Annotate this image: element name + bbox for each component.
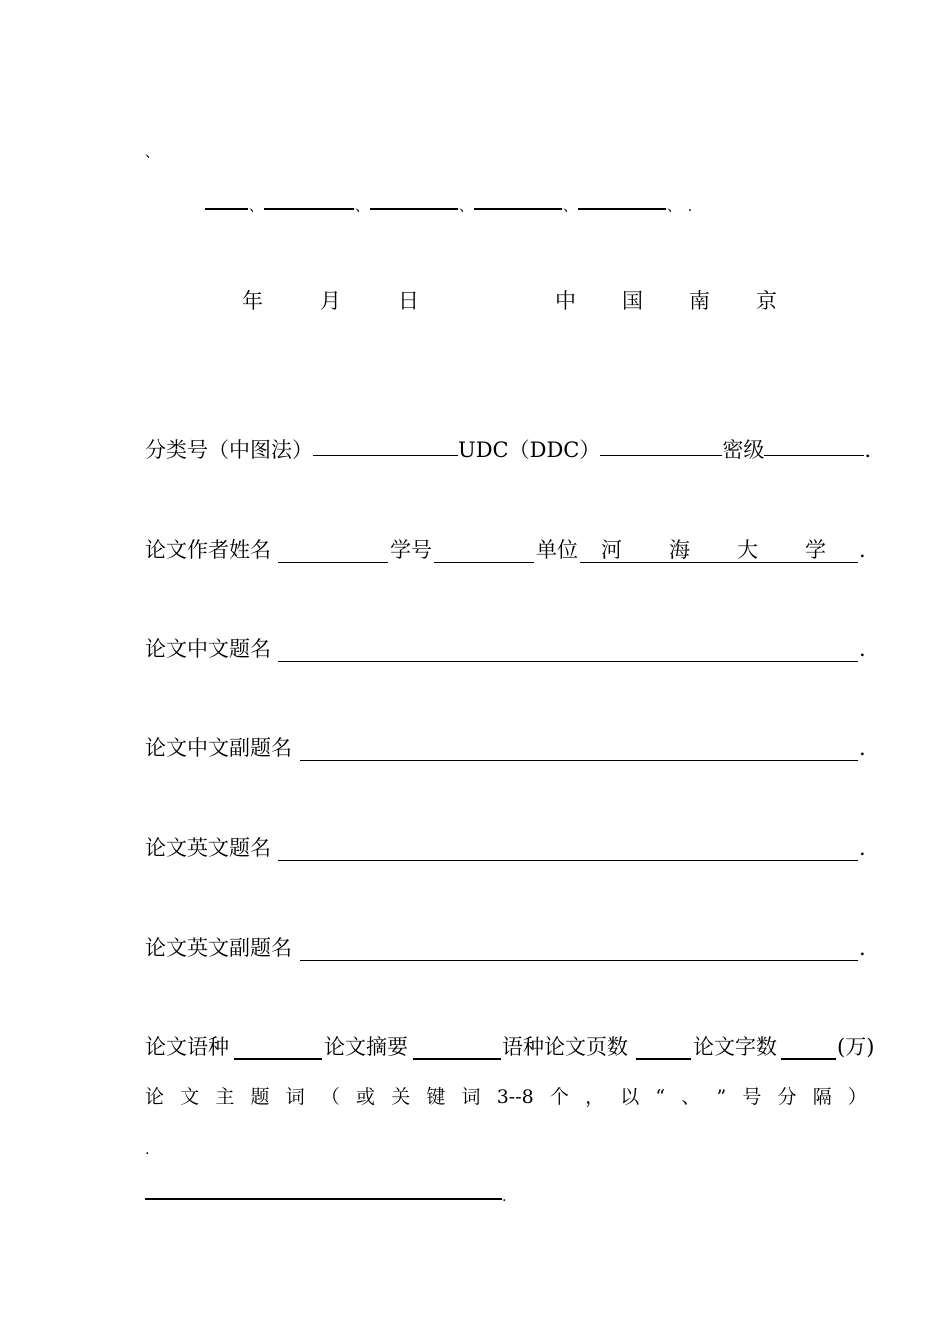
keywords-char: 或 (356, 1086, 376, 1108)
word-count-label: 论文字数 (693, 1035, 777, 1059)
keywords-char: 分 (777, 1086, 797, 1108)
classification-label: 分类号（中图法） (145, 438, 313, 462)
keywords-char: 文 (180, 1086, 200, 1108)
date-day: 日 (398, 289, 419, 313)
keyword-blank-2[interactable] (264, 207, 354, 210)
keywords-period: . (145, 1142, 150, 1158)
udc-label: UDC（DDC） (458, 438, 601, 462)
separator: 、 (249, 199, 263, 215)
end-period: . (687, 199, 693, 215)
unit-label: 单位 (536, 538, 578, 562)
keywords-char: 隔 (812, 1086, 832, 1108)
end-period: . (502, 1189, 507, 1205)
language-field[interactable] (234, 1057, 322, 1060)
unit-value-char: 河 (601, 538, 622, 562)
keywords-row (145, 1186, 506, 1210)
cn-title-field[interactable] (278, 660, 858, 662)
end-period: . (859, 736, 866, 760)
keywords-char: （ (320, 1086, 340, 1108)
end-period: . (859, 836, 866, 860)
place-char: 南 (689, 289, 710, 313)
unit-value-char: 大 (737, 538, 758, 562)
abstract-language-pages-label: 语种论文页数 (502, 1035, 628, 1059)
date-month: 月 (320, 289, 341, 313)
en-title-field[interactable] (278, 859, 858, 861)
en-subtitle-row (145, 935, 875, 961)
keywords-char: 关 (391, 1086, 411, 1108)
end-period: . (864, 438, 872, 462)
secret-level-field[interactable] (764, 454, 864, 456)
place-char: 京 (756, 289, 777, 313)
place-char: 国 (622, 289, 643, 313)
author-row (145, 537, 875, 563)
keywords-char: ） (847, 1086, 867, 1108)
language-row (145, 1034, 875, 1060)
keywords-field[interactable] (145, 1197, 502, 1200)
keywords-char: 以 (620, 1086, 640, 1108)
end-period: . (859, 538, 866, 562)
word-count-field[interactable] (781, 1057, 836, 1060)
separator: 、 (667, 199, 681, 215)
keywords-char: 键 (426, 1086, 446, 1108)
keyword-blank-1[interactable] (205, 207, 248, 210)
en-subtitle-field[interactable] (300, 959, 858, 961)
cn-title-row (145, 636, 875, 662)
separator: 、 (563, 199, 577, 215)
separator: 、 (355, 199, 369, 215)
page-count-field[interactable] (636, 1057, 691, 1060)
keyword-blank-3[interactable] (370, 207, 458, 210)
student-id-label: 学号 (390, 538, 432, 562)
keywords-char: 论 (145, 1086, 165, 1108)
abstract-field[interactable] (413, 1057, 501, 1060)
en-title-row (145, 835, 875, 861)
keywords-char: ， (585, 1086, 605, 1108)
keywords-char: 题 (250, 1086, 270, 1108)
top-mark: 、 (145, 145, 159, 161)
keywords-instruction (145, 1084, 867, 1110)
keywords-char: 个 (549, 1086, 569, 1108)
keywords-char: 号 (742, 1086, 762, 1108)
classification-field[interactable] (313, 454, 458, 456)
keywords-char: 3--8 (496, 1086, 534, 1108)
separator: 、 (459, 199, 473, 215)
keyword-blanks-line (205, 196, 698, 216)
keyword-blank-4[interactable] (474, 207, 562, 210)
place-char: 中 (555, 289, 576, 313)
classification-row (145, 437, 871, 463)
cn-subtitle-row (145, 735, 875, 761)
date-year: 年 (242, 289, 263, 313)
udc-field[interactable] (600, 454, 722, 456)
en-subtitle-label: 论文英文副题名 (145, 936, 292, 960)
unit-value-char: 海 (669, 538, 690, 562)
secret-level-label: 密级 (722, 438, 765, 462)
cn-subtitle-field[interactable] (300, 759, 858, 761)
language-label: 论文语种 (145, 1035, 229, 1059)
unit-value-char: 学 (805, 538, 826, 562)
en-title-label: 论文英文题名 (145, 836, 271, 860)
keywords-char: ” (716, 1086, 727, 1108)
author-name-label: 论文作者姓名 (145, 538, 271, 562)
abstract-label: 论文摘要 (324, 1035, 408, 1059)
student-id-field[interactable] (434, 561, 534, 563)
keywords-char: 主 (215, 1086, 235, 1108)
end-period: . (859, 637, 866, 661)
keywords-char: 词 (285, 1086, 305, 1108)
author-name-field[interactable] (278, 561, 388, 563)
end-period: . (859, 936, 866, 960)
keywords-char: “ (655, 1086, 666, 1108)
keywords-char: 词 (461, 1086, 481, 1108)
word-count-unit: (万) (837, 1035, 875, 1059)
keywords-char: 、 (681, 1086, 701, 1108)
cn-title-label: 论文中文题名 (145, 637, 271, 661)
keyword-blank-5[interactable] (578, 207, 666, 210)
cn-subtitle-label: 论文中文副题名 (145, 736, 292, 760)
